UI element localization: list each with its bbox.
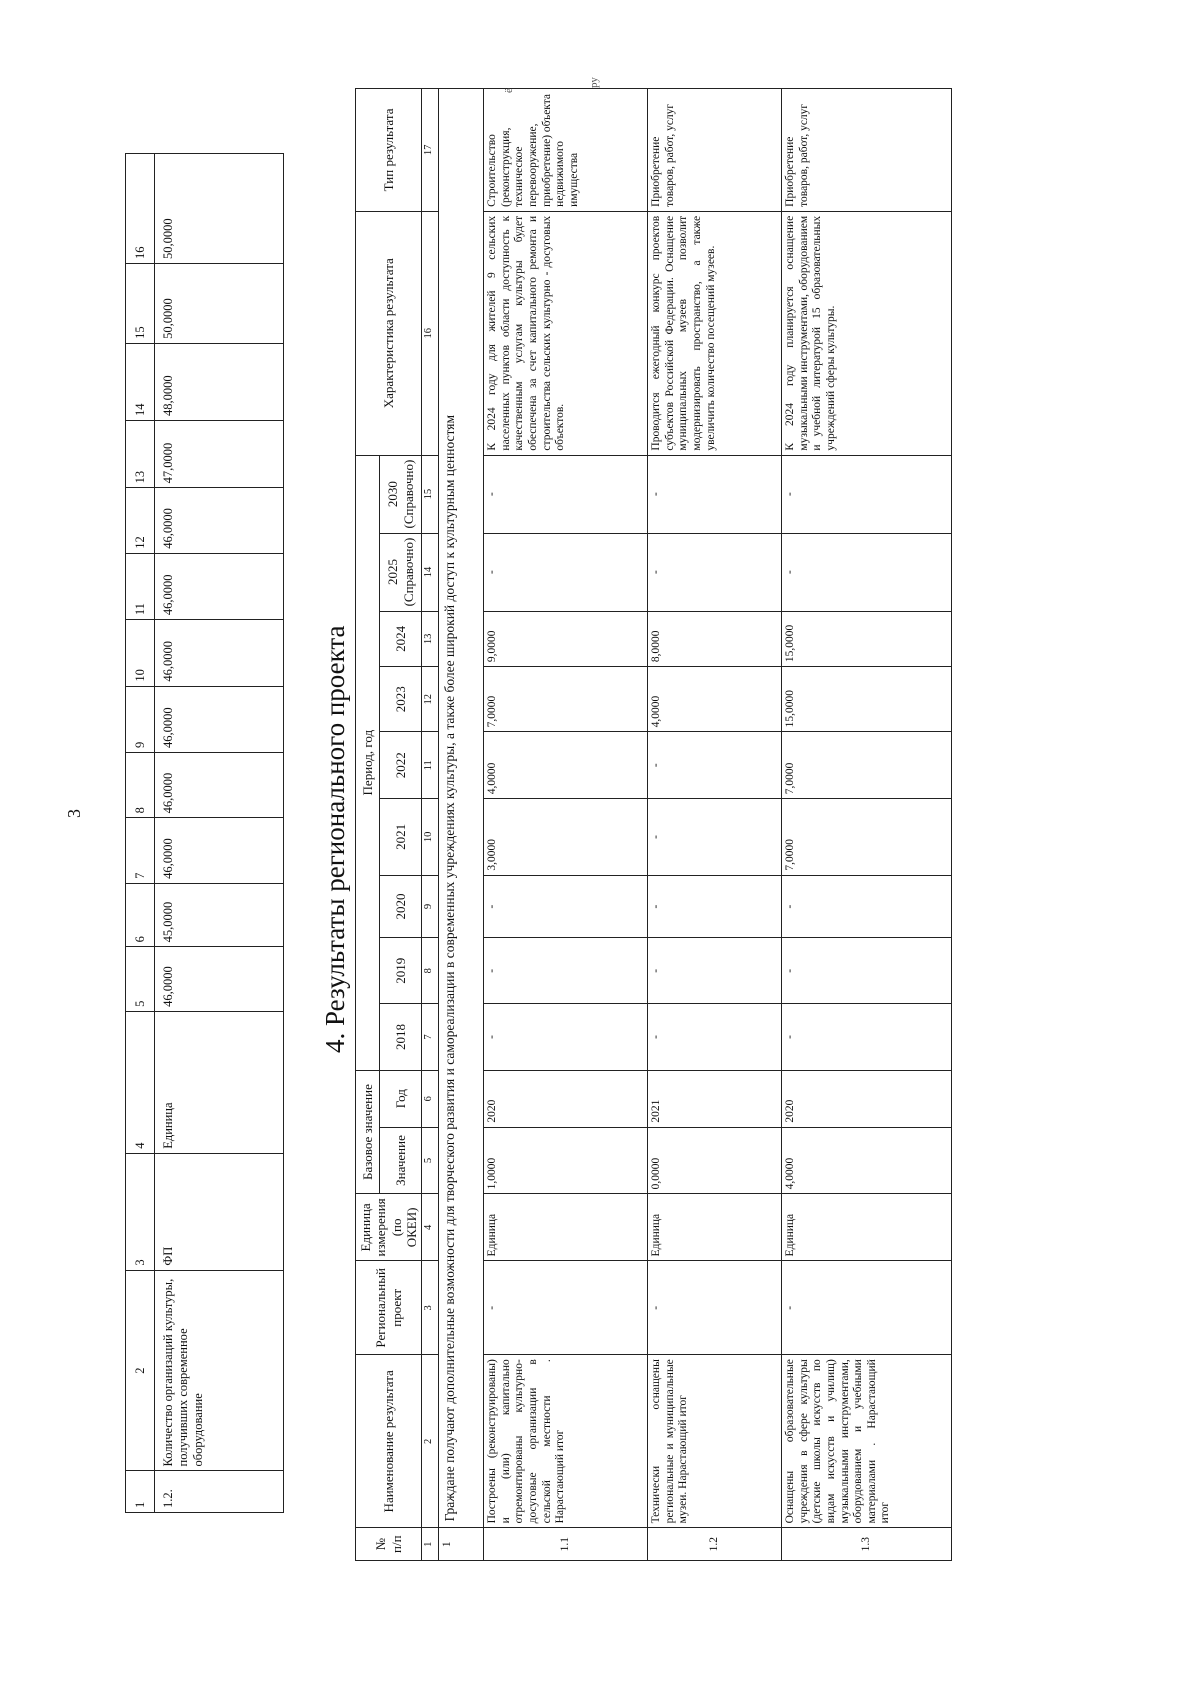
header-base: Базовое значение	[356, 1070, 380, 1194]
col-number: 4	[422, 1194, 439, 1261]
indicator-unit: Единица	[155, 1011, 284, 1153]
year-value: -	[648, 732, 782, 799]
year-value: -	[648, 875, 782, 938]
result-type: Приобретение товаров, работ, услуг	[782, 89, 952, 212]
year-value: -	[782, 1004, 952, 1071]
year-value: -	[782, 455, 952, 533]
col-number: 15	[422, 455, 439, 533]
col-number: 7	[422, 1004, 439, 1071]
col-number: 8	[422, 938, 439, 1004]
year-value: 8,0000	[648, 611, 782, 667]
result-project: -	[484, 1261, 648, 1355]
header-year: 2024	[380, 611, 422, 667]
col-number: 7	[126, 818, 155, 883]
col-number: 4	[126, 1011, 155, 1153]
result-characteristic: К 2024 году для жителей 9 сельских населенных пунктов области доступность к качественным услугам культуры будет обеспечена за счет капитального ремонта и строительства сельских культурно - досуговых объектов.	[484, 211, 648, 455]
col-number: 1	[422, 1528, 439, 1561]
header-project: Региональный проект	[356, 1261, 422, 1355]
row-number: 1.1	[484, 1528, 648, 1561]
indicator-value: 50,0000	[155, 154, 284, 264]
col-number: 5	[422, 1127, 439, 1194]
header-result-type: Тип результата	[356, 89, 422, 212]
year-value: -	[484, 875, 648, 938]
col-number: 15	[126, 264, 155, 344]
year-value: 4,0000	[648, 667, 782, 732]
year-value: -	[484, 938, 648, 1004]
header-year: 2025 (Справочно)	[380, 533, 422, 611]
indicator-value: 50,0000	[155, 264, 284, 344]
header-year: 2030 (Справочно)	[380, 455, 422, 533]
row-number: 1.3	[782, 1528, 952, 1561]
year-value: 7,0000	[782, 799, 952, 875]
base-value: 1,0000	[484, 1127, 648, 1194]
indicators-table	[125, 153, 284, 1513]
header-period: Период, год	[356, 455, 380, 1070]
row-number: 1.2	[648, 1528, 782, 1561]
col-number: 10	[126, 620, 155, 686]
header-base-year: Год	[380, 1070, 422, 1127]
header-year: 2019	[380, 938, 422, 1004]
results-table	[355, 88, 952, 1561]
result-type: Строительство (реконструкция, техническое перевооружение, приобретение) объекта недвижимого имущества	[484, 89, 648, 212]
col-number: 16	[126, 154, 155, 264]
indicator-type: ФП	[155, 1153, 284, 1270]
col-number: 6	[422, 1070, 439, 1127]
result-name: Построены (реконструированы) и (или) капитально отремонтированы культурно-досуговые организации в сельской местности . Нарастающий итог	[484, 1355, 648, 1528]
base-value: 4,0000	[782, 1127, 952, 1194]
year-value: -	[782, 533, 952, 611]
result-type: Приобретение товаров, работ, услуг	[648, 89, 782, 212]
year-value: -	[648, 533, 782, 611]
year-value: 3,0000	[484, 799, 648, 875]
col-number: 14	[126, 343, 155, 420]
year-value: -	[648, 1004, 782, 1071]
result-characteristic: Проводится ежегодный конкурс проектов субъектов Российской Федерации. Оснащение муниципальных музеев позволит модернизировать пространство, а также увеличить количество посещений музеев.	[648, 211, 782, 455]
year-value: 7,0000	[484, 667, 648, 732]
col-number: 2	[126, 1270, 155, 1471]
result-project: -	[648, 1261, 782, 1355]
indicator-value: 46,0000	[155, 553, 284, 619]
section-number: 1	[439, 1528, 484, 1561]
col-number: 11	[422, 732, 439, 799]
year-value: -	[484, 1004, 648, 1071]
col-number: 9	[126, 686, 155, 752]
indicator-value: 46,0000	[155, 686, 284, 752]
indicator-value: 46,0000	[155, 947, 284, 1011]
header-year: 2021	[380, 799, 422, 875]
header-year: 2020	[380, 875, 422, 938]
year-value: -	[484, 455, 648, 533]
year-value: -	[648, 938, 782, 1004]
col-number: 13	[126, 420, 155, 487]
col-number: 12	[422, 667, 439, 732]
section-text: Граждане получают дополнительные возможности для творческого развития и самореализации в современных учреждениях культуры, а также более широкий доступ к культурным ценностям	[439, 89, 484, 1528]
col-number: 12	[126, 488, 155, 553]
year-value: 7,0000	[782, 732, 952, 799]
header-year: 2023	[380, 667, 422, 732]
col-number: 13	[422, 611, 439, 667]
scan-mark: ру	[588, 77, 600, 88]
year-value: -	[648, 799, 782, 875]
year-value: -	[782, 938, 952, 1004]
col-number: 3	[422, 1261, 439, 1355]
col-number: 11	[126, 553, 155, 619]
result-unit: Единица	[782, 1194, 952, 1261]
base-year: 2020	[782, 1070, 952, 1127]
col-number: 17	[422, 89, 439, 212]
indicator-value: 45,0000	[155, 883, 284, 947]
year-value: 15,0000	[782, 667, 952, 732]
header-year: 2018	[380, 1004, 422, 1071]
header-unit: Единица измерения (по ОКЕИ)	[356, 1194, 422, 1261]
col-number: 2	[422, 1355, 439, 1528]
indicator-value: 46,0000	[155, 752, 284, 817]
header-characteristic: Характеристика результата	[356, 211, 422, 455]
indicator-value: 48,0000	[155, 343, 284, 420]
indicator-value: 46,0000	[155, 620, 284, 686]
year-value: -	[648, 455, 782, 533]
col-number: 10	[422, 799, 439, 875]
col-number: 5	[126, 947, 155, 1011]
result-name: Технически оснащены региональные и муниципальные музеи. Нарастающий итог	[648, 1355, 782, 1528]
year-value: -	[484, 533, 648, 611]
result-name: Оснащены образовательные учреждения в сфере культуры (детские школы искусств по видам искусств и училищ) музыкальными инструментами, оборудованием и учебными материалами . Нарастающий итог	[782, 1355, 952, 1528]
col-number: 8	[126, 752, 155, 817]
col-number: 6	[126, 883, 155, 947]
base-year: 2021	[648, 1070, 782, 1127]
header-no: № п/п	[356, 1528, 422, 1561]
header-year: 2022	[380, 732, 422, 799]
header-name: Наименование результата	[356, 1355, 422, 1528]
result-characteristic: К 2024 году планируется оснащение музыкальными инструментами, оборудованием и учебной литературой 15 образовательных учреждений сферы культуры.	[782, 211, 952, 455]
indicator-value: 46,0000	[155, 488, 284, 553]
year-value: 9,0000	[484, 611, 648, 667]
page-number: 3	[64, 809, 84, 818]
col-number: 1	[126, 1471, 155, 1513]
indicator-name: Количество организаций культуры, получивших современное оборудование	[155, 1270, 284, 1471]
result-unit: Единица	[484, 1194, 648, 1261]
year-value: -	[782, 875, 952, 938]
section-title: 4. Результаты регионального проекта	[320, 625, 350, 1053]
base-year: 2020	[484, 1070, 648, 1127]
year-value: 4,0000	[484, 732, 648, 799]
indicator-value: 47,0000	[155, 420, 284, 487]
col-number: 16	[422, 211, 439, 455]
header-base-value: Значение	[380, 1127, 422, 1194]
col-number: 3	[126, 1153, 155, 1270]
result-unit: Единица	[648, 1194, 782, 1261]
result-project: -	[782, 1261, 952, 1355]
scan-mark: ё	[503, 89, 515, 93]
base-value: 0,0000	[648, 1127, 782, 1194]
col-number: 9	[422, 875, 439, 938]
row-number: 1.2.	[155, 1471, 284, 1513]
year-value: 15,0000	[782, 611, 952, 667]
indicator-value: 46,0000	[155, 818, 284, 883]
col-number: 14	[422, 533, 439, 611]
